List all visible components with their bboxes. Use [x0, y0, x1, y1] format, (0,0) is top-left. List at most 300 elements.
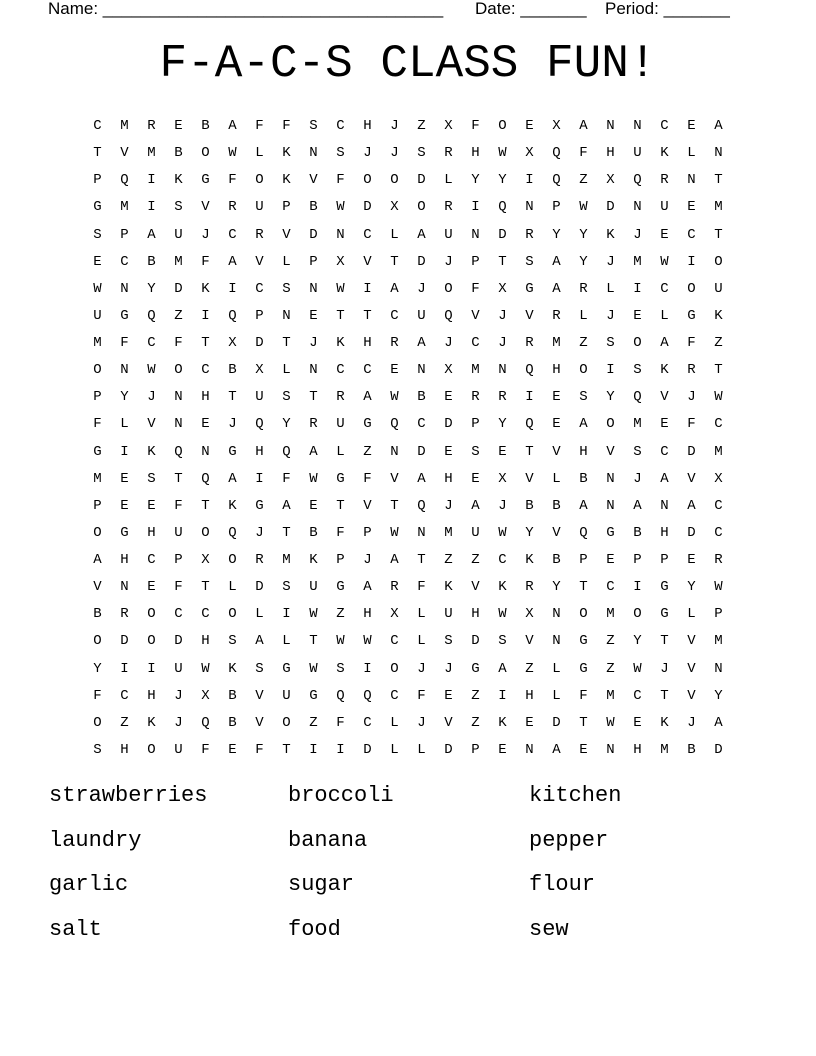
grid-letter: S — [255, 660, 264, 677]
grid-letter: V — [444, 714, 453, 731]
grid-letter: K — [228, 660, 237, 677]
grid-letter: Q — [579, 524, 588, 541]
grid-letter: K — [201, 280, 210, 297]
grid-letter: S — [606, 335, 615, 351]
grid-letter: Y — [471, 172, 480, 189]
grid-letter: J — [687, 389, 696, 406]
grid-letter: D — [417, 443, 426, 460]
grid-letter: D — [444, 416, 453, 433]
grid-letter: I — [498, 687, 507, 704]
grid-letter: O — [201, 145, 210, 162]
grid-letter: V — [525, 307, 534, 324]
grid-letter: T — [390, 497, 399, 514]
grid-letter: O — [444, 280, 453, 297]
grid-letter: T — [282, 741, 291, 758]
grid-letter: B — [228, 362, 237, 379]
grid-letter: O — [579, 606, 588, 623]
grid-letter: T — [201, 497, 210, 514]
word-list-item: sew — [529, 916, 569, 942]
grid-letter: Q — [255, 416, 264, 433]
grid-letter: Z — [120, 714, 129, 731]
grid-letter: E — [444, 443, 453, 460]
grid-letter: O — [93, 524, 102, 541]
grid-letter: F — [471, 280, 480, 297]
grid-letter: H — [363, 118, 372, 134]
grid-letter: O — [255, 172, 264, 189]
grid-letter: A — [228, 470, 237, 487]
grid-letter: K — [147, 714, 156, 731]
grid-letter: C — [417, 416, 426, 433]
grid-letter: T — [336, 307, 345, 324]
grid-letter: B — [579, 470, 588, 487]
grid-letter: B — [309, 199, 318, 216]
grid-letter: L — [390, 226, 399, 243]
grid-letter: O — [93, 633, 102, 650]
grid-letter: X — [228, 335, 237, 351]
grid-letter: A — [552, 741, 561, 758]
grid-letter: H — [660, 524, 669, 541]
grid-letter: T — [228, 389, 237, 406]
grid-letter: F — [282, 470, 291, 487]
grid-letter: N — [174, 416, 183, 433]
grid-letter: O — [174, 362, 183, 379]
grid-letter: P — [255, 307, 264, 324]
grid-letter: P — [471, 741, 480, 758]
grid-letter: L — [282, 362, 291, 379]
grid-row — [84, 412, 732, 439]
grid-letter: P — [471, 416, 480, 433]
grid-letter: J — [606, 253, 615, 270]
grid-letter: L — [255, 145, 264, 162]
grid-row — [84, 277, 732, 304]
grid-letter: Q — [552, 145, 561, 162]
grid-letter: V — [471, 579, 480, 596]
grid-letter: H — [147, 524, 156, 541]
grid-letter: G — [660, 579, 669, 596]
grid-letter: P — [93, 389, 102, 406]
grid-letter: T — [282, 335, 291, 351]
grid-letter: I — [633, 280, 642, 297]
grid-letter: T — [660, 687, 669, 704]
grid-letter: G — [282, 660, 291, 677]
grid-letter: P — [714, 606, 723, 623]
grid-letter: U — [336, 416, 345, 433]
grid-letter: F — [174, 335, 183, 351]
grid-letter: Y — [633, 633, 642, 650]
grid-letter: Y — [93, 660, 102, 677]
grid-letter: C — [363, 226, 372, 243]
grid-letter: R — [525, 335, 534, 351]
grid-letter: X — [525, 606, 534, 623]
grid-letter: L — [687, 145, 696, 162]
grid-letter: Q — [363, 687, 372, 704]
grid-letter: U — [174, 524, 183, 541]
grid-row — [84, 467, 732, 494]
grid-letter: W — [498, 145, 507, 162]
grid-letter: D — [309, 226, 318, 243]
grid-letter: J — [390, 118, 399, 134]
grid-letter: V — [390, 470, 399, 487]
grid-letter: U — [93, 307, 102, 324]
grid-letter: Q — [147, 307, 156, 324]
grid-letter: F — [579, 145, 588, 162]
grid-letter: C — [363, 714, 372, 731]
grid-letter: M — [147, 145, 156, 162]
grid-letter: S — [93, 226, 102, 243]
grid-letter: B — [552, 497, 561, 514]
grid-row — [84, 657, 732, 684]
grid-letter: E — [687, 199, 696, 216]
grid-letter: H — [633, 741, 642, 758]
grid-letter: K — [606, 226, 615, 243]
grid-letter: M — [660, 741, 669, 758]
grid-letter: S — [228, 633, 237, 650]
grid-letter: O — [633, 606, 642, 623]
grid-letter: A — [417, 226, 426, 243]
grid-letter: E — [147, 497, 156, 514]
grid-letter: G — [228, 443, 237, 460]
grid-letter: H — [606, 145, 615, 162]
grid-letter: C — [363, 362, 372, 379]
grid-letter: D — [687, 524, 696, 541]
grid-letter: C — [660, 280, 669, 297]
grid-letter: K — [336, 335, 345, 351]
grid-letter: U — [714, 280, 723, 297]
grid-letter: G — [201, 172, 210, 189]
grid-letter: H — [444, 470, 453, 487]
grid-letter: L — [687, 606, 696, 623]
grid-letter: C — [471, 335, 480, 351]
grid-letter: I — [120, 660, 129, 677]
grid-letter: C — [174, 606, 183, 623]
grid-letter: K — [525, 552, 534, 568]
grid-letter: C — [147, 335, 156, 351]
grid-letter: Q — [282, 443, 291, 460]
grid-letter: A — [471, 497, 480, 514]
grid-row — [84, 602, 732, 629]
grid-letter: R — [309, 416, 318, 433]
grid-row — [84, 250, 732, 277]
grid-letter: A — [417, 470, 426, 487]
grid-letter: T — [309, 633, 318, 650]
grid-letter: A — [687, 497, 696, 514]
grid-letter: X — [714, 470, 723, 487]
grid-letter: S — [282, 280, 291, 297]
grid-letter: V — [552, 443, 561, 460]
grid-letter: C — [660, 118, 669, 134]
grid-letter: V — [525, 470, 534, 487]
grid-letter: T — [660, 633, 669, 650]
grid-letter: W — [579, 199, 588, 216]
grid-letter: P — [120, 226, 129, 243]
grid-letter: W — [309, 660, 318, 677]
grid-letter: D — [120, 633, 129, 650]
grid-letter: P — [471, 253, 480, 270]
grid-letter: N — [120, 579, 129, 596]
letter-grid — [84, 114, 732, 765]
grid-row — [84, 629, 732, 656]
grid-letter: A — [498, 660, 507, 677]
grid-letter: A — [579, 416, 588, 433]
word-list — [49, 781, 769, 959]
grid-letter: C — [390, 633, 399, 650]
grid-letter: E — [498, 741, 507, 758]
grid-row — [84, 575, 732, 602]
grid-letter: N — [336, 226, 345, 243]
grid-letter: S — [282, 389, 291, 406]
grid-letter: T — [282, 524, 291, 541]
grid-letter: O — [147, 606, 156, 623]
grid-letter: N — [606, 470, 615, 487]
grid-letter: D — [363, 741, 372, 758]
grid-letter: M — [471, 362, 480, 379]
grid-letter: P — [309, 253, 318, 270]
grid-letter: J — [444, 497, 453, 514]
grid-letter: Z — [471, 714, 480, 731]
grid-letter: Y — [579, 226, 588, 243]
grid-letter: O — [228, 552, 237, 568]
grid-letter: V — [687, 687, 696, 704]
grid-letter: N — [282, 307, 291, 324]
grid-letter: Q — [498, 199, 507, 216]
grid-letter: R — [498, 389, 507, 406]
grid-letter: F — [417, 687, 426, 704]
grid-letter: Q — [174, 443, 183, 460]
grid-letter: E — [525, 118, 534, 134]
grid-letter: E — [120, 497, 129, 514]
grid-letter: B — [687, 741, 696, 758]
grid-letter: O — [714, 253, 723, 270]
grid-letter: J — [363, 145, 372, 162]
grid-letter: L — [390, 714, 399, 731]
grid-letter: N — [120, 280, 129, 297]
grid-letter: J — [201, 226, 210, 243]
grid-letter: L — [579, 307, 588, 324]
grid-letter: T — [579, 714, 588, 731]
grid-letter: F — [363, 470, 372, 487]
grid-letter: X — [552, 118, 561, 134]
grid-letter: T — [174, 470, 183, 487]
grid-letter: W — [336, 633, 345, 650]
grid-letter: E — [309, 497, 318, 514]
grid-letter: U — [174, 741, 183, 758]
grid-letter: H — [525, 687, 534, 704]
grid-letter: T — [714, 362, 723, 379]
grid-letter: Z — [606, 660, 615, 677]
grid-letter: P — [174, 552, 183, 568]
grid-letter: A — [228, 118, 237, 134]
grid-letter: M — [174, 253, 183, 270]
grid-letter: X — [201, 552, 210, 568]
grid-letter: W — [633, 660, 642, 677]
grid-letter: T — [363, 307, 372, 324]
word-list-item: food — [288, 916, 341, 942]
grid-letter: L — [444, 172, 453, 189]
grid-letter: A — [390, 280, 399, 297]
grid-row — [84, 440, 732, 467]
grid-letter: F — [687, 416, 696, 433]
grid-letter: R — [255, 552, 264, 568]
grid-letter: Y — [498, 416, 507, 433]
student-info-header — [48, 0, 768, 20]
grid-letter: D — [363, 199, 372, 216]
grid-letter: G — [660, 606, 669, 623]
grid-letter: U — [174, 660, 183, 677]
grid-letter: Q — [228, 307, 237, 324]
grid-letter: Q — [552, 172, 561, 189]
grid-letter: W — [201, 660, 210, 677]
word-list-item: garlic — [49, 872, 129, 897]
word-list-item: kitchen — [529, 783, 622, 808]
grid-letter: W — [309, 606, 318, 623]
grid-letter: O — [282, 714, 291, 731]
grid-row — [84, 331, 732, 358]
grid-letter: I — [147, 172, 156, 189]
grid-letter: E — [579, 741, 588, 758]
grid-letter: E — [687, 118, 696, 134]
grid-letter: B — [552, 552, 561, 568]
grid-letter: X — [498, 280, 507, 297]
grid-letter: T — [714, 226, 723, 243]
grid-letter: G — [255, 497, 264, 514]
grid-letter: F — [201, 741, 210, 758]
grid-letter: E — [390, 362, 399, 379]
grid-letter: Q — [633, 172, 642, 189]
grid-letter: I — [687, 253, 696, 270]
grid-letter: C — [687, 226, 696, 243]
grid-letter: Z — [417, 118, 426, 134]
grid-letter: F — [417, 579, 426, 596]
grid-letter: I — [228, 280, 237, 297]
grid-letter: Y — [282, 416, 291, 433]
grid-letter: E — [309, 307, 318, 324]
word-list-item: flour — [529, 872, 596, 897]
grid-letter: M — [552, 335, 561, 351]
grid-letter: C — [606, 579, 615, 596]
grid-letter: Z — [471, 552, 480, 568]
grid-letter: C — [93, 118, 102, 134]
grid-letter: J — [174, 714, 183, 731]
grid-letter: H — [363, 335, 372, 351]
grid-letter: N — [525, 199, 534, 216]
grid-letter: I — [147, 660, 156, 677]
grid-letter: N — [660, 497, 669, 514]
grid-row — [84, 304, 732, 331]
word-list-item: strawberries — [49, 783, 208, 808]
grid-letter: O — [498, 118, 507, 134]
grid-letter: R — [579, 280, 588, 297]
grid-letter: M — [633, 416, 642, 433]
grid-letter: A — [282, 497, 291, 514]
grid-letter: V — [525, 633, 534, 650]
grid-letter: L — [282, 253, 291, 270]
grid-letter: H — [147, 687, 156, 704]
grid-row — [84, 168, 732, 195]
grid-letter: M — [444, 524, 453, 541]
grid-letter: N — [633, 118, 642, 134]
grid-letter: G — [336, 579, 345, 596]
grid-letter: T — [309, 389, 318, 406]
grid-letter: H — [579, 443, 588, 460]
grid-letter: P — [336, 552, 345, 568]
grid-letter: O — [93, 714, 102, 731]
grid-letter: M — [633, 253, 642, 270]
grid-letter: K — [498, 579, 507, 596]
grid-letter: X — [498, 470, 507, 487]
grid-letter: I — [147, 199, 156, 216]
grid-letter: E — [228, 741, 237, 758]
grid-letter: D — [417, 253, 426, 270]
grid-letter: W — [390, 524, 399, 541]
grid-letter: A — [147, 226, 156, 243]
grid-letter: H — [201, 389, 210, 406]
grid-letter: L — [228, 579, 237, 596]
grid-row — [84, 195, 732, 222]
grid-letter: I — [363, 660, 372, 677]
grid-letter: E — [147, 579, 156, 596]
grid-letter: N — [309, 280, 318, 297]
grid-letter: F — [336, 524, 345, 541]
grid-letter: V — [255, 687, 264, 704]
grid-letter: T — [417, 552, 426, 568]
grid-letter: X — [390, 199, 399, 216]
grid-letter: P — [93, 497, 102, 514]
grid-letter: S — [309, 118, 318, 134]
grid-letter: J — [228, 416, 237, 433]
grid-letter: L — [390, 741, 399, 758]
grid-letter: J — [390, 145, 399, 162]
grid-letter: U — [255, 199, 264, 216]
grid-letter: C — [336, 362, 345, 379]
grid-letter: O — [201, 524, 210, 541]
grid-letter: D — [255, 579, 264, 596]
grid-letter: F — [471, 118, 480, 134]
grid-letter: N — [552, 633, 561, 650]
grid-letter: Y — [552, 226, 561, 243]
grid-letter: T — [714, 172, 723, 189]
grid-letter: V — [471, 307, 480, 324]
grid-letter: T — [525, 443, 534, 460]
grid-letter: W — [714, 389, 723, 406]
grid-letter: M — [93, 335, 102, 351]
grid-letter: J — [417, 660, 426, 677]
grid-letter: T — [336, 497, 345, 514]
grid-letter: Z — [714, 335, 723, 351]
grid-letter: U — [633, 145, 642, 162]
grid-letter: P — [93, 172, 102, 189]
grid-letter: Z — [174, 307, 183, 324]
grid-letter: S — [147, 470, 156, 487]
grid-letter: W — [309, 470, 318, 487]
grid-letter: I — [255, 470, 264, 487]
grid-letter: U — [417, 307, 426, 324]
grid-letter: V — [687, 660, 696, 677]
grid-letter: J — [498, 497, 507, 514]
grid-row — [84, 494, 732, 521]
grid-letter: J — [174, 687, 183, 704]
grid-letter: V — [687, 470, 696, 487]
period-field: Period: _______ — [605, 0, 730, 18]
grid-letter: Q — [525, 362, 534, 379]
grid-letter: B — [417, 389, 426, 406]
grid-letter: U — [471, 524, 480, 541]
grid-letter: E — [120, 470, 129, 487]
grid-letter: G — [579, 633, 588, 650]
grid-letter: I — [633, 579, 642, 596]
grid-letter: J — [498, 307, 507, 324]
grid-letter: A — [228, 253, 237, 270]
grid-letter: J — [633, 226, 642, 243]
